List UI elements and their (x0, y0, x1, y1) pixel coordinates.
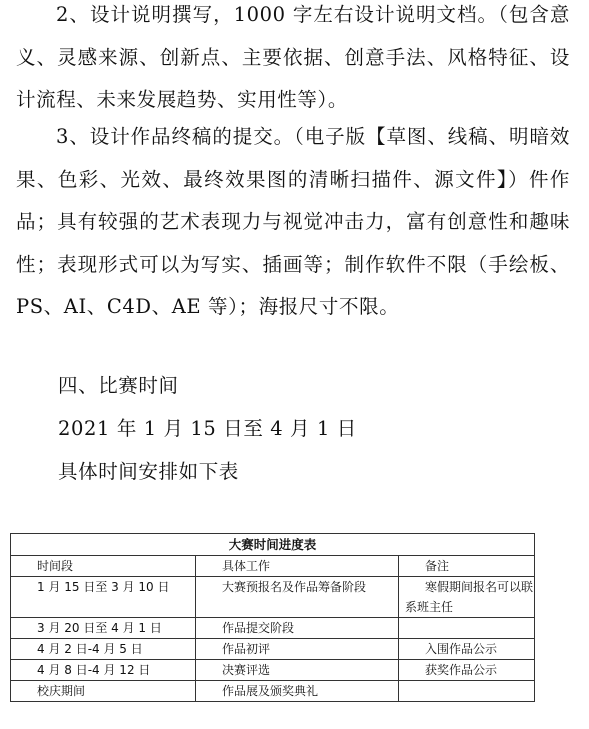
row-2-time: 3 月 20 日至 4 月 1 日 (11, 618, 196, 639)
row-5-time: 校庆期间 (11, 681, 196, 702)
row-3-time: 4 月 2 日-4 月 5 日 (11, 639, 196, 660)
section-heading-competition-time: 四、比赛时间 (58, 374, 179, 397)
table-row (11, 577, 535, 618)
row-4-work: 决赛评选 (196, 660, 399, 681)
row-3-work: 作品初评 (196, 639, 399, 660)
schedule-table (10, 533, 535, 702)
header-time-period: 时间段 (11, 556, 196, 577)
row-2-work: 作品提交阶段 (196, 618, 399, 639)
table-row (11, 660, 535, 681)
table-title: 大赛时间进度表 (11, 534, 535, 556)
table-header-row (11, 556, 535, 577)
competition-date-range: 2021 年 1 月 15 日至 4 月 1 日 (58, 417, 357, 440)
row-1-time: 1 月 15 日至 3 月 10 日 (11, 577, 196, 618)
row-1-remark: 寒假期间报名可以联系班主任 (399, 577, 535, 618)
row-4-remark: 获奖作品公示 (399, 660, 535, 681)
table-row (11, 639, 535, 660)
row-1-work: 大赛预报名及作品筹备阶段 (196, 577, 399, 618)
row-4-time: 4 月 8 日-4 月 12 日 (11, 660, 196, 681)
header-remarks: 备注 (399, 556, 535, 577)
table-title-row (11, 534, 535, 556)
schedule-intro-text: 具体时间安排如下表 (58, 460, 239, 483)
header-specific-work: 具体工作 (196, 556, 399, 577)
table-row (11, 681, 535, 702)
table-row (11, 618, 535, 639)
paragraph-final-submission: 3、设计作品终稿的提交。（电子版【草图、线稿、明暗效果、色彩、光效、最终效果图的清晰扫描件、源文件】）件作品；具有较强的艺术表现力与视觉冲击力，富有创意性和趣味性；表现形式可以为写实、插画等；制作软件不限（手绘板、PS、AI、C4D、AE 等）；海报尺寸不限。 (16, 125, 570, 319)
paragraph-design-statement: 2、设计说明撰写，1000 字左右设计说明文档。（包含意义、灵感来源、创新点、主要依据、创意手法、风格特征、设计流程、未来发展趋势、实用性等）。 (16, 3, 570, 112)
row-3-remark: 入围作品公示 (399, 639, 535, 660)
row-5-work: 作品展及颁奖典礼 (196, 681, 399, 702)
row-5-remark (399, 681, 535, 702)
row-2-remark (399, 618, 535, 639)
